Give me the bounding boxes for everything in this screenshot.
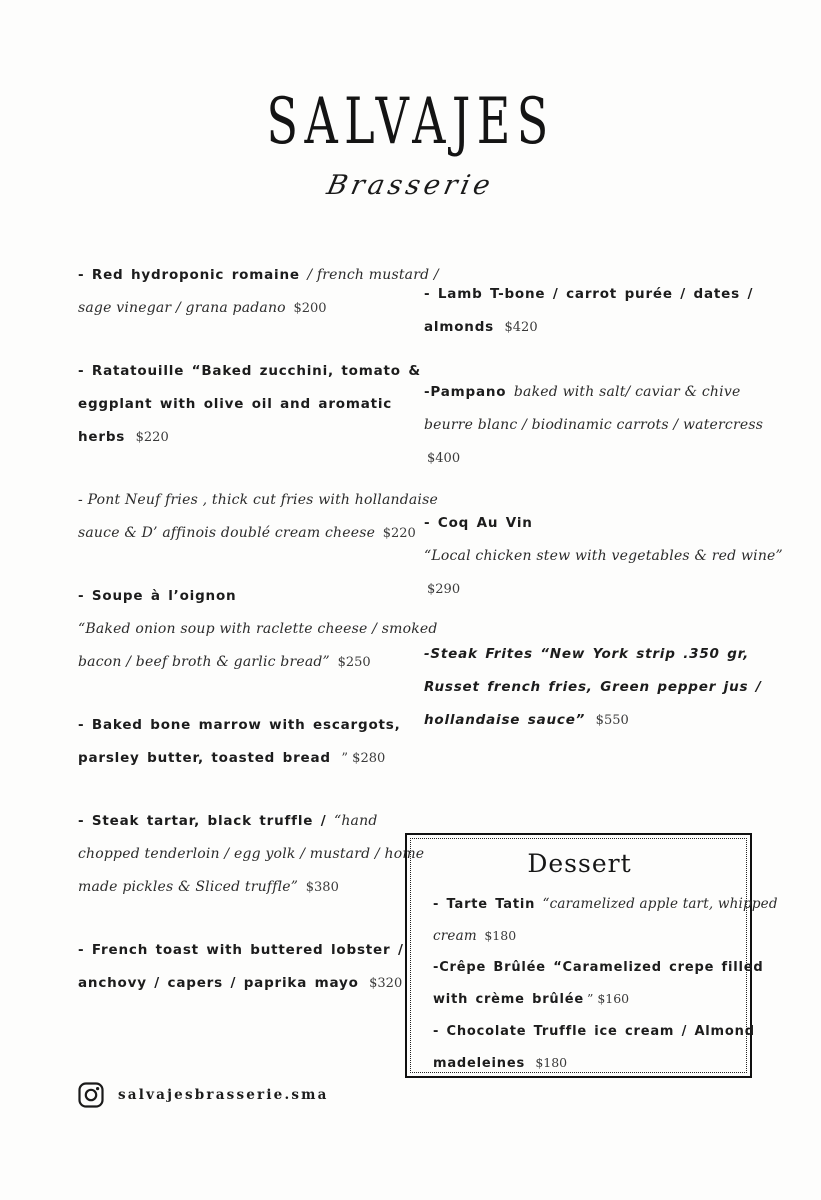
dessert-item-crepe-brulee: [433, 951, 764, 1015]
item-desc: “hand: [333, 813, 378, 829]
item-name: almonds: [424, 319, 502, 335]
menu-item-steak-frites: [424, 637, 762, 737]
menu-item-soupe-oignon: [78, 579, 438, 679]
instagram-handle: salvajesbrasserie.sma: [118, 1087, 329, 1103]
item-desc: “Baked onion soup with raclette cheese / smoked: [78, 621, 438, 637]
item-name: parsley butter, toasted bread: [78, 750, 339, 766]
item-name: - Coq Au Vin: [424, 515, 533, 531]
item-desc: bacon / beef broth & garlic bread”: [78, 654, 335, 670]
item-name: - Red hydroponic romaine: [78, 267, 308, 283]
item-desc: beurre blanc / biodinamic carrots / watercress: [424, 417, 764, 433]
item-name: anchovy / capers / paprika mayo: [78, 975, 367, 991]
item-desc: / french mustard /: [307, 267, 439, 283]
item-desc: - Pont Neuf fries , thick cut fries with hollandaise: [78, 492, 438, 508]
item-desc: “caramelized apple tart, whipped: [542, 896, 778, 912]
item-price: $250: [337, 655, 371, 670]
brand-subtitle: Brasserie: [324, 170, 497, 201]
item-name: -Crêpe Brûlée “Caramelized crepe filled: [433, 960, 764, 975]
menu-item-lamb-tbone: [424, 277, 754, 344]
dessert-box-inner: [410, 838, 778, 1073]
item-price: $220: [382, 526, 416, 541]
item-name: eggplant with olive oil and aromatic: [78, 396, 393, 412]
menu-column-left: [78, 258, 439, 1029]
item-price: $200: [293, 301, 327, 316]
item-price: $220: [135, 430, 169, 445]
item-name: -Steak Frites “New York strip .350 gr,: [424, 646, 750, 662]
item-price: ” $160: [586, 991, 630, 1006]
menu-item-coq-au-vin: [424, 506, 783, 606]
item-price: $180: [484, 928, 517, 943]
footer: [78, 1082, 329, 1108]
item-price: $290: [427, 582, 461, 597]
item-name: herbs: [78, 429, 133, 445]
item-price: $320: [369, 976, 403, 991]
item-price: $380: [305, 880, 339, 895]
item-desc: sauce & D’ affinois doublé cream cheese: [78, 525, 380, 541]
item-name: madeleines: [433, 1056, 533, 1071]
item-desc: chopped tenderloin / egg yolk / mustard / home: [78, 846, 425, 862]
dessert-item-tarte-tatin: [433, 888, 778, 951]
item-name: with crème brûlée: [433, 992, 584, 1007]
item-name: -Pampano: [424, 384, 514, 400]
item-name: - Chocolate Truffle ice cream / Almond: [433, 1024, 755, 1039]
menu-item-steak-tartar: [78, 804, 425, 904]
dessert-title: Dessert: [527, 849, 632, 878]
menu-item-pont-neuf-fries: [78, 483, 438, 550]
item-price: $180: [535, 1055, 568, 1070]
item-name: - Ratatouille “Baked zucchini, tomato &: [78, 363, 421, 379]
item-desc: cream: [433, 928, 482, 944]
item-name: - Lamb T-bone / carrot purée / dates /: [424, 286, 754, 302]
item-name: - Steak tartar, black truffle /: [78, 813, 334, 829]
menu-item-red-romaine: [78, 258, 439, 325]
brand-name: SALVAJES: [266, 84, 555, 159]
menu-item-pampano: [424, 375, 764, 475]
instagram-icon: [78, 1082, 104, 1108]
item-desc: “Local chicken stew with vegetables & red wine”: [424, 548, 783, 564]
item-price: $400: [427, 451, 461, 466]
menu-column-right: [424, 277, 783, 768]
item-desc: made pickles & Sliced truffle”: [78, 879, 303, 895]
menu-item-ratatouille: [78, 354, 421, 454]
item-price: $420: [504, 320, 538, 335]
dessert-box: [405, 833, 778, 1078]
item-name: - Baked bone marrow with escargots,: [78, 717, 401, 733]
item-desc: baked with salt/ caviar & chive: [513, 384, 741, 400]
item-name: - French toast with buttered lobster /: [78, 942, 404, 958]
item-name: Russet french fries, Green pepper jus /: [424, 679, 762, 695]
brand-logo: [0, 84, 821, 201]
menu-item-french-toast: [78, 933, 404, 1000]
item-name: - Soupe à l’oignon: [78, 588, 237, 604]
item-desc: sage vinegar / grana padano: [78, 300, 291, 316]
item-price: ” $280: [341, 751, 386, 766]
menu-item-bone-marrow: [78, 708, 401, 775]
item-name: hollandaise sauce”: [424, 712, 593, 728]
item-price: $550: [595, 713, 629, 728]
dessert-item-chocolate-truffle: [433, 1015, 755, 1079]
item-name: - Tarte Tatin: [433, 897, 543, 912]
